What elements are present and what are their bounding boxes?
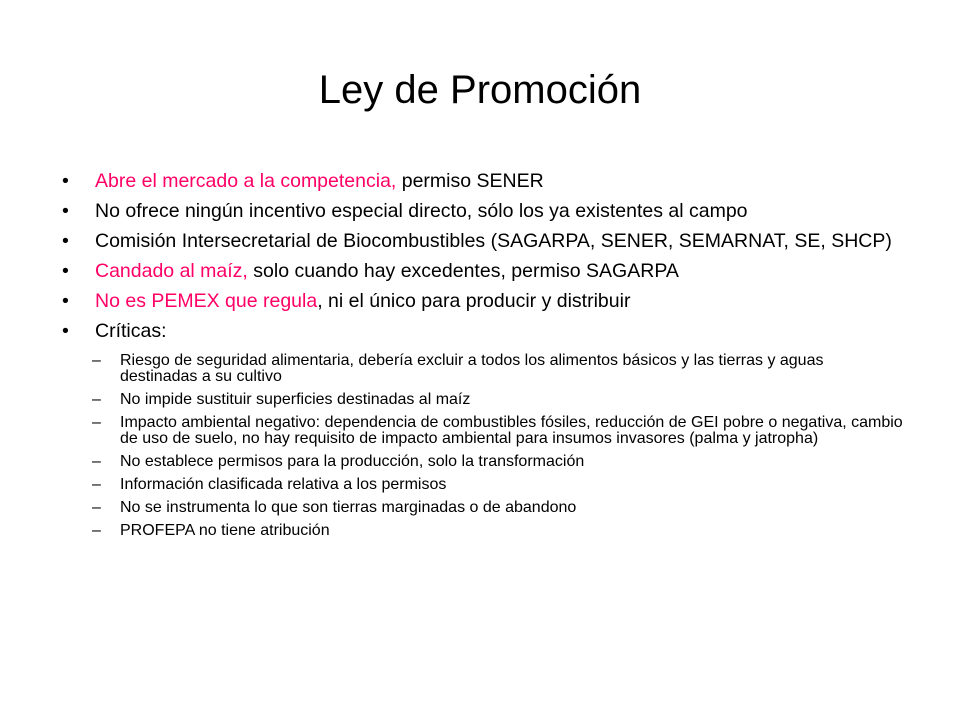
dash-icon: – xyxy=(92,522,101,539)
bullet-item xyxy=(62,290,917,313)
bullet-item xyxy=(62,230,917,253)
bullet-icon: • xyxy=(62,170,69,192)
sub-bullet-item xyxy=(62,523,917,539)
bullet-item xyxy=(62,200,917,223)
sub-bullet-text: PROFEPA no tiene atribución xyxy=(120,522,330,539)
bullet-text: Críticas: xyxy=(95,320,167,342)
sub-bullet-text: No impide sustituir superficies destinadas al maíz xyxy=(120,391,471,408)
dash-icon: – xyxy=(92,391,101,408)
bullet-highlight: Abre el mercado a la competencia, xyxy=(95,170,397,192)
sub-bullet-item xyxy=(62,477,917,493)
dash-icon: – xyxy=(92,499,101,516)
sub-bullet-text: No se instrumenta lo que son tierras marginadas o de abandono xyxy=(120,499,577,516)
sub-bullet-item xyxy=(62,415,917,447)
dash-icon: – xyxy=(92,476,101,493)
bullet-item-criticas xyxy=(62,320,917,343)
bullet-text: Comisión Intersecretarial de Biocombustibles (SAGARPA, SENER, SEMARNAT, SE, SHCP) xyxy=(95,230,892,252)
sub-bullet-text: Información clasificada relativa a los permisos xyxy=(120,476,447,493)
slide-title: Ley de Promoción xyxy=(318,68,642,112)
sub-bullet-item xyxy=(62,392,917,408)
sub-bullet-text: Impacto ambiental negativo: dependencia de combustibles fósiles, reducción de GEI pobre o negativa, cambio de uso de suelo, no hay requisito de impacto ambiental para insumos invasores (palma y jatropha) xyxy=(120,414,903,447)
sub-bullet-item xyxy=(62,353,917,385)
bullet-icon: • xyxy=(62,320,69,342)
bullet-text: No ofrece ningún incentivo especial directo, sólo los ya existentes al campo xyxy=(95,200,748,222)
criticas-list xyxy=(62,353,917,539)
bullet-text: permiso SENER xyxy=(396,170,544,192)
bullet-highlight: Candado al maíz, xyxy=(95,260,248,282)
dash-icon: – xyxy=(92,352,101,369)
bullet-icon: • xyxy=(62,290,69,312)
bullet-highlight: No es PEMEX que regula xyxy=(95,290,318,312)
sub-bullet-text: Riesgo de seguridad alimentaria, debería excluir a todos los alimentos básicos y las tierras y aguas destinadas a su cultivo xyxy=(120,352,824,385)
sub-bullet-item xyxy=(62,500,917,516)
bullet-text: , ni el único para producir y distribuir xyxy=(317,290,631,312)
dash-icon: – xyxy=(92,453,101,470)
slide-body xyxy=(62,170,917,546)
sub-bullet-item xyxy=(62,454,917,470)
sub-bullet-text: No establece permisos para la producción, solo la transformación xyxy=(120,453,585,470)
bullet-item xyxy=(62,170,917,193)
bullet-icon: • xyxy=(62,230,69,252)
bullet-item xyxy=(62,260,917,283)
bullet-icon: • xyxy=(62,200,69,222)
bullet-text: solo cuando hay excedentes, permiso SAGARPA xyxy=(247,260,679,282)
dash-icon: – xyxy=(92,414,101,431)
bullet-icon: • xyxy=(62,260,69,282)
